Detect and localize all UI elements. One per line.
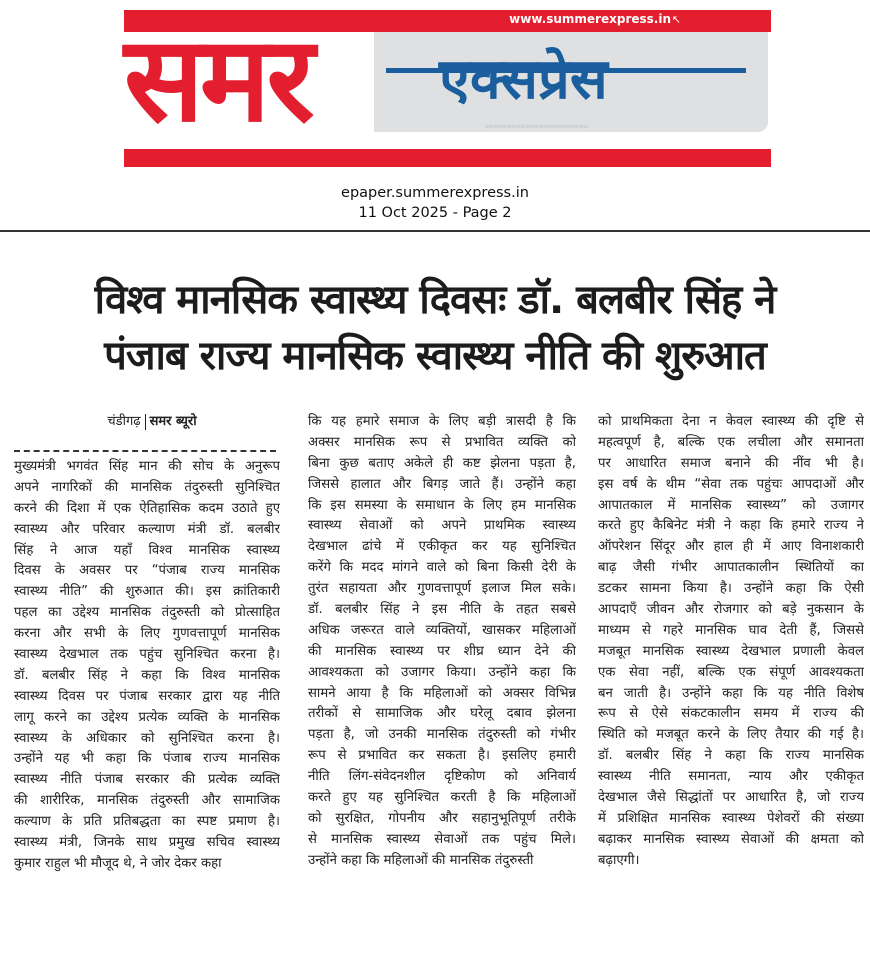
article-text-line: बिना कुछ बताए अकेले ही कष्ट झेलना पड़ता है, (308, 455, 576, 471)
article-column-3 (598, 412, 864, 872)
article-text-line: से मानसिक स्वास्थ्य सेवाओं तक पहुंच मिले। (308, 831, 576, 847)
article-text-line: इस वर्ष के थीम “सेवा तक पहुंचः आपदाओं और (598, 476, 864, 492)
article-text-line: की शारीरिक, मानसिक तंदुरुस्ती और सामाजिक (14, 793, 280, 809)
article-text-line: बाढ़ जैसी गंभीर आपातकालीन स्थितियों का (598, 560, 864, 576)
masthead-bottom-bar (124, 149, 771, 167)
chevrons-decoration-icon: »»»»»»»»»»»»»»»»»»»»»»» (484, 122, 588, 132)
logo-express: एक्सप्रेस (439, 47, 608, 112)
dashed-divider (14, 434, 276, 452)
article-text-line: मजबूत मानसिक स्वास्थ्य देखभाल प्रणाली केवल (598, 643, 864, 659)
article-text-line: अधिक जरूरत वाले व्यक्तियों, खासकर महिलाओं (308, 622, 576, 638)
article-text-line: दिवस के अवसर पर “पंजाब राज्य मानसिक (14, 563, 280, 579)
edition-date-page: 11 Oct 2025 - Page 2 (358, 205, 512, 221)
article-text-line: डटकर सामना किया है। उन्होंने कहा कि ऐसी (598, 581, 864, 597)
article-text-line: स्वास्थ्य नीति पंजाब सरकार की प्रत्येक व्यक्ति (14, 772, 280, 788)
byline-bureau: समर ब्यूरो (149, 414, 197, 429)
header-divider (0, 230, 870, 232)
epaper-site: epaper.summerexpress.in (341, 185, 529, 201)
article-text-line: को प्राथमिकता देना न केवल स्वास्थ्य की दृष्टि से (598, 414, 864, 429)
logo-samar: समर (124, 10, 311, 148)
article-text-line: स्वास्थ्य मंत्री, जिनके साथ प्रमुख सचिव स्वास्थ्य (14, 835, 280, 851)
article-text-line: डॉ. बलबीर सिंह ने कहा कि राज्य मानसिक (598, 748, 864, 764)
article-text-line: करना और सभी के लिए गुणवत्तापूर्ण मानसिक (14, 626, 280, 642)
article-text-line: करते हुए कैबिनेट मंत्री ने कहा कि हमारे राज्य ने (598, 518, 864, 534)
article-text-line: कि इस समस्या के समाधान के लिए हम मानसिक (308, 497, 576, 513)
article-text-line: अक्सर मानसिक रूप से प्रभावित व्यक्ति को (308, 434, 576, 450)
article-text-line: ऑपरेशन सिंदूर और हाल ही में आए विनाशकारी (598, 539, 864, 555)
article-column-1 (14, 410, 280, 875)
headline-line-1: विश्व मानसिक स्वास्थ्य दिवसः डॉ. बलबीर सिंह ने (94, 277, 776, 323)
byline-separator (145, 414, 146, 430)
masthead-url: www.summerexpress.in (509, 12, 671, 26)
article-text-line: उन्होंने कहा कि महिलाओं की मानसिक तंदुरुस्ती (308, 852, 534, 868)
article-text-line: स्वास्थ्य नीति” की शुरुआत की। इस क्रांतिकारी (14, 584, 280, 600)
article-text-line: स्वास्थ्य और परिवार कल्याण मंत्री डॉ. बलबीर (14, 521, 280, 537)
article-text-line: बढ़ाकर मानसिक स्वास्थ्य सेवाओं की क्षमता को (598, 831, 864, 847)
article-text-line: तुरंत सहायता और गुणवत्तापूर्ण इलाज मिल सके। (308, 581, 576, 597)
article-text-line: की मानसिक स्वास्थ्य पर शीघ्र ध्यान देने की (308, 643, 576, 659)
article-text-line: कि यह हमारे समाज के लिए बड़ी त्रासदी है कि (308, 414, 576, 429)
masthead-logo (124, 10, 771, 168)
article-text-line: बन जाती है। उन्होंने कहा कि यह नीति विशेष (598, 685, 864, 701)
article-text-line: आपदाएँ जीवन और रोजगार को बड़े नुकसान के (598, 602, 864, 618)
cursor-icon: ↖ (671, 13, 681, 26)
article-text-line: उन्होंने यह भी कहा कि पंजाब राज्य मानसिक (14, 751, 280, 767)
article-text-line: मुख्यमंत्री भगवंत सिंह मान की सोच के अनुरूप (14, 459, 280, 474)
article-text-line: आपातकाल में मानसिक स्वास्थ्य” को उजागर (598, 497, 864, 513)
article-text-line: माध्यम से गहरे मानसिक घाव देती हैं, जिससे (598, 622, 864, 638)
article-text-line: जिससे हालात और बिगड़ जाते हैं। उन्होंने कहा (308, 476, 576, 492)
article-text-line: पड़ता है, जो उनकी मानसिक तंदुरुस्ती को गंभीर (308, 727, 576, 743)
headline-line-2: पंजाब राज्य मानसिक स्वास्थ्य नीति की शुरुआत (104, 333, 766, 379)
article-text-line: स्वास्थ्य सेवाओं को अपने प्राथमिक स्वास्थ्य (308, 518, 576, 534)
article-text-line: डॉ. बलबीर सिंह ने इस नीति के तहत सबसे (308, 602, 576, 618)
article-text-line: महत्वपूर्ण है, बल्कि एक लचीला और समानता (598, 434, 864, 450)
article-text-line: लागू करने का उद्देश्य प्रत्येक व्यक्ति के मानसिक (14, 709, 280, 725)
article-text-line: देखभाल जैसे सिद्धांतों पर आधारित है, जो राज्य (598, 790, 864, 806)
article-text-line: करने की दिशा में एक ऐतिहासिक कदम उठाते हुए (14, 500, 280, 516)
article-text-line: रूप से ऐसे संकटकालीन समय में राज्य की (598, 706, 864, 722)
article-text-line: सामने आया है कि महिलाओं को अक्सर विभिन्न (308, 685, 576, 701)
article-text-line: कल्याण के प्रति प्रतिबद्धता का स्पष्ट प्रमाण है। (14, 814, 280, 830)
article-text-line: सिंह ने आज यहाँ विश्व मानसिक स्वास्थ्य (14, 542, 280, 558)
article-text-line: स्वास्थ्य के अधिकार को सुनिश्चित करना है। (14, 730, 280, 746)
article-text-line: स्वास्थ्य नीति समानता, न्याय और एकीकृत (598, 769, 864, 785)
article-text-line: तरीकों से सामाजिक और घरेलू दबाव झेलना (308, 706, 576, 722)
article-text-line: पहल का उद्देश्य मानसिक तंदुरुस्ती को प्रोत्साहित (14, 605, 280, 621)
article-text-line: एक सेवा नहीं, बल्कि एक संपूर्ण आवश्यकता (598, 664, 864, 680)
article-column-2 (308, 412, 576, 872)
article-text-line: अपने नागरिकों की मानसिक तंदुरुस्ती सुनिश्चित (14, 479, 280, 495)
byline (24, 410, 280, 434)
article-text-line: देखभाल ढांचे में एकीकृत कर यह सुनिश्चित (308, 539, 576, 555)
article-text-line: स्थिति को मजबूत करने के लिए तैयार की गई है। (598, 727, 864, 743)
article-text-line: को सुरक्षित, गोपनीय और सहानुभूतिपूर्ण तरीके (308, 810, 576, 826)
byline-place: चंडीगढ़ (107, 414, 141, 429)
article-text-line: कुमार राहुल भी मौजूद थे, ने जोर देकर कहा (14, 855, 222, 871)
article-text-line: रूप से प्रभावित कर सकता है। इसलिए हमारी (308, 748, 576, 764)
article-text-line: करते हुए यह सुनिश्चित करती है कि महिलाओं (308, 790, 576, 806)
article-text-line: आवश्यकता को उजागर किया। उन्होंने कहा कि (308, 664, 576, 680)
article-text-line: स्वास्थ्य दिवस पर पंजाब सरकार द्वारा यह नीति (14, 688, 280, 704)
article-text-line: स्वास्थ्य देखभाल तक पहुंच सुनिश्चित करना है। (14, 647, 280, 663)
article-text-line: पर आधारित समाज बनाने की नींव भी है। (598, 455, 864, 471)
article-text-line: में प्रशिक्षित मानसिक स्वास्थ्य पेशेवरों की संख्या (598, 810, 864, 826)
article-text-line: बढ़ाएगी। (598, 852, 640, 868)
article-text-line: नीति लिंग-संवेदनशील दृष्टिकोण को अनिवार्य (308, 769, 576, 785)
article-text-line: करेंगे कि मदद मांगने वाले को बिना किसी देरी के (308, 560, 576, 576)
article-text-line: डॉ. बलबीर सिंह ने कहा कि विश्व मानसिक (14, 667, 280, 683)
